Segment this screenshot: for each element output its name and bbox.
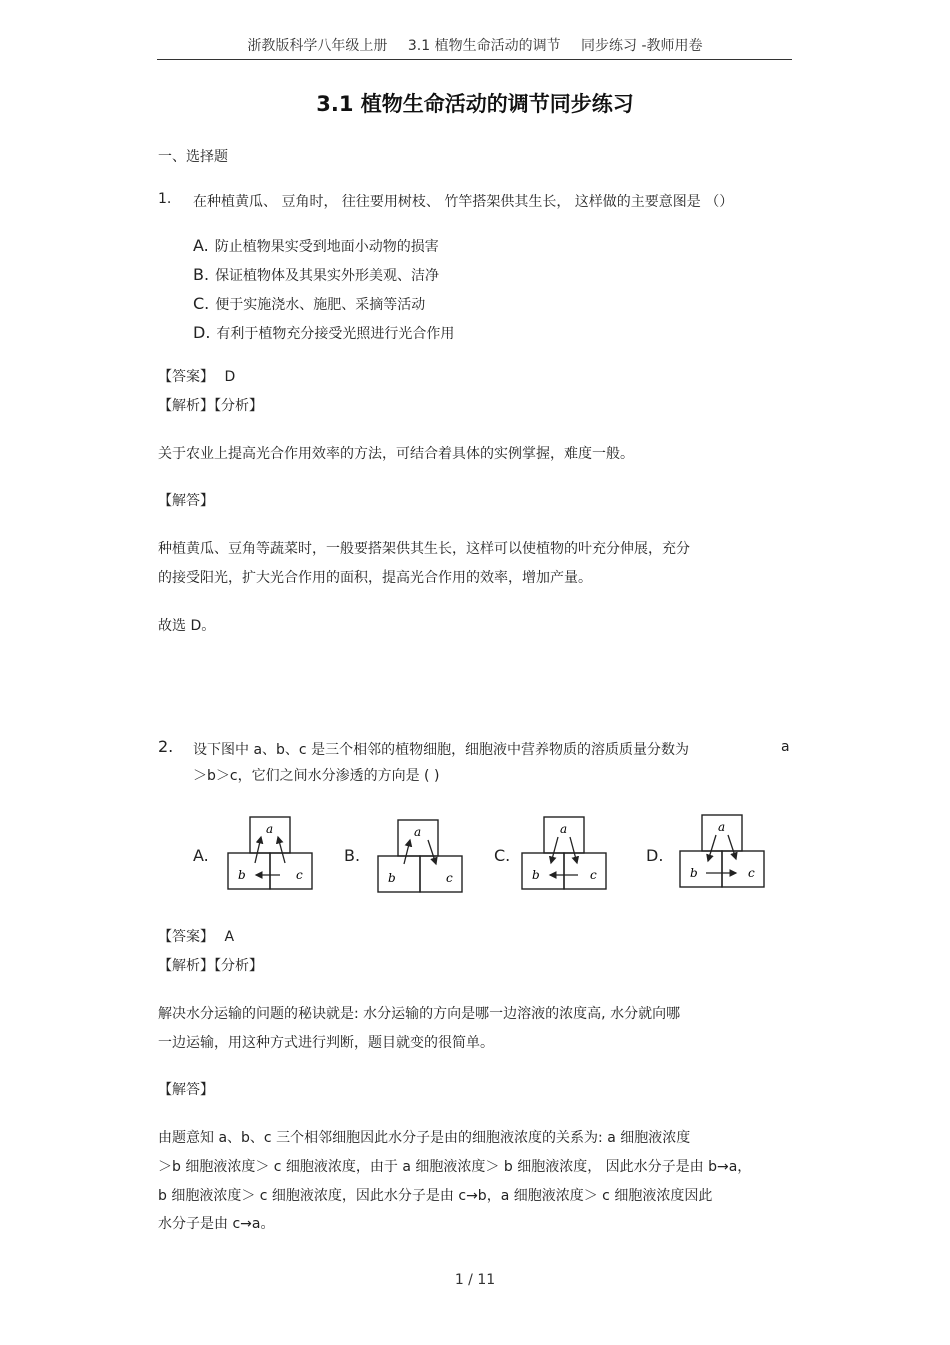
cell-b [522,853,564,889]
q2-analysis-line-2: 一边运输，用这种方式进行判断，题目就变的很简单。 [158,1035,494,1051]
q2-answer [158,926,234,946]
q2-option-c-letter: C. [494,846,511,865]
q1-analysis-label: 【解析】【分析】 [158,398,263,414]
q2-stem-line-1-end: a [781,739,790,755]
q2-option-d-letter: D. [646,846,664,865]
option-letter: C. [193,294,210,313]
q1-answer [158,366,235,386]
arrow-b-to-a [404,840,410,864]
q2-diagram-b [376,818,464,896]
arrow-a-to-b [708,835,716,861]
cell-label-b: b [388,871,396,885]
q1-option-a [193,236,439,256]
q2-stem-line-2: ＞b＞c，它们之间水分渗透的方向是 ( ) [193,768,440,784]
option-text: 便于实施浇水、施肥、采摘等活动 [215,297,426,313]
cell-label-b: b [690,866,698,880]
header-type: 同步练习 -教师用卷 [581,38,703,54]
answer-label: 【答案】 [158,369,214,385]
q1-solution-line-1: 种植黄瓜、豆角等蔬菜时，一般要搭架供其生长，这样可以使植物的叶充分伸展，充分 [158,541,690,557]
section-heading: 一、选择题 [158,149,228,165]
q1-analysis: 关于农业上提高光合作用效率的方法，可结合着具体的实例掌握，难度一般。 [158,446,634,462]
option-text: 防止植物果实受到地面小动物的损害 [214,239,439,255]
q1-option-d [193,323,454,343]
cell-label-b: b [532,868,540,882]
arrow-a-to-c [570,837,577,863]
q2-option-b-letter: B. [344,846,361,865]
q1-number: 1. [158,191,172,207]
cell-label-c: c [748,866,755,880]
option-letter: D. [193,323,211,342]
cell-c [270,853,312,889]
header-book: 浙教版科学八年级上册 [247,38,388,54]
option-text: 保证植物体及其果实外形美观、洁净 [215,268,440,284]
cell-label-c: c [446,871,453,885]
cell-label-b: b [238,868,246,882]
q2-diagram-a [226,815,314,893]
q1-solution-line-2: 的接受阳光，扩大光合作用的面积，提高光合作用的效率，增加产量。 [158,570,592,586]
q1-stem: 在种植黄瓜、 豆角时， 往往要用树枝、 竹竿搭架供其生长， 这样做的主要意图是 （） [193,194,734,210]
cell-label-a: a [560,822,568,836]
arrow-c-to-a [278,837,285,863]
q2-solution-label: 【解答】 [158,1082,214,1098]
q1-solution-label: 【解答】 [158,493,214,509]
q2-option-a-letter: A. [193,846,209,865]
q1-conclusion: 故选 D。 [158,618,216,634]
option-letter: A. [193,236,209,255]
header-section: 3.1 植物生命活动的调节 [407,38,561,54]
q2-stem-line-1: 设下图中 a、b、c 是三个相邻的植物细胞，细胞液中营养物质的溶质质量分数为 [193,742,690,758]
answer-label: 【答案】 [158,929,214,945]
q2-solution-line-3: b 细胞液浓度＞ c 细胞液浓度，因此水分子是由 c→b，a 细胞液浓度＞ c 细胞液浓度因此 [158,1188,713,1204]
q2-number: 2. [158,737,174,756]
q2-analysis-line-1: 解决水分运输的问题的秘诀就是: 水分运输的方向是哪一边溶液的浓度高, 水分就向哪 [158,1006,681,1022]
cell-label-a: a [266,822,274,836]
q2-solution-line-1: 由题意知 a、b、c 三个相邻细胞因此水分子是由的细胞液浓度的关系为: a 细胞液浓度 [158,1130,691,1146]
q1-option-c [193,294,425,314]
q2-analysis-label: 【解析】【分析】 [158,958,263,974]
cell-b [378,856,420,892]
cell-label-a: a [414,825,422,839]
q2-solution-line-4: 水分子是由 c→a。 [158,1216,275,1232]
page-number: 1 / 11 [454,1272,496,1288]
q2-solution-line-2: ＞b 细胞液浓度＞ c 细胞液浓度，由于 a 细胞液浓度＞ b 细胞液浓度， 因此水分子是由 b→a， [158,1159,752,1175]
cell-b [228,853,270,889]
cell-label-c: c [296,868,303,882]
arrow-b-to-a [255,837,261,863]
cell-c [564,853,606,889]
q2-diagram-d [678,813,766,891]
arrow-a-to-b [551,837,558,863]
arrow-a-to-c [428,840,436,864]
answer-value: D [224,369,236,385]
cell-label-a: a [718,820,726,834]
cell-label-c: c [590,868,597,882]
header-rule [157,59,792,60]
q1-option-b [193,265,439,285]
page-title: 3.1 植物生命活动的调节同步练习 [316,92,634,116]
cell-c [420,856,462,892]
answer-value: A [224,929,235,945]
cell-b [680,851,722,887]
option-text: 有利于植物充分接受光照进行光合作用 [216,326,455,342]
running-header [0,35,950,55]
option-letter: B. [193,265,210,284]
arrow-a-to-c [728,835,736,859]
q2-diagram-c [520,815,608,893]
cell-c [722,851,764,887]
